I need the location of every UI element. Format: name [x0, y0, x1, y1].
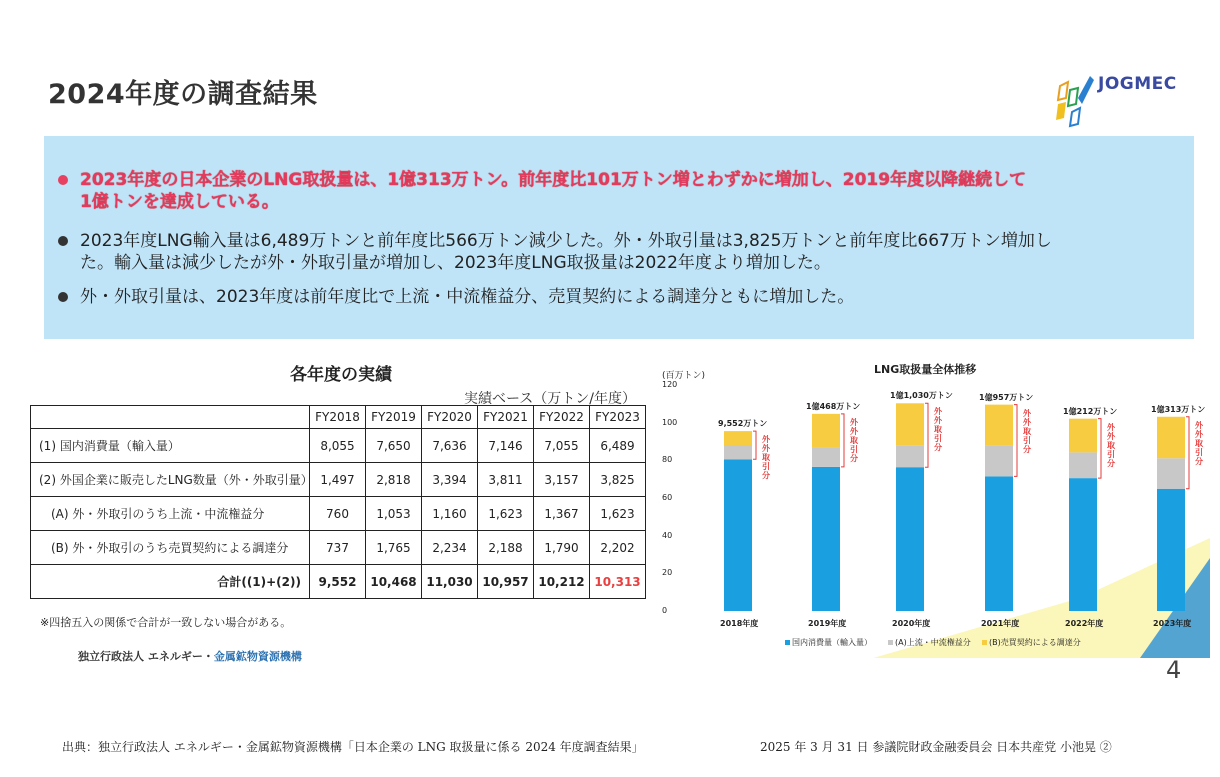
bar-segment [896, 445, 924, 467]
row-label: (2) 外国企業に販売したLNG数量（外・外取引量） [31, 463, 310, 497]
legend-label: (A)上流・中流権益分 [895, 638, 971, 647]
cell: 7,650 [366, 429, 422, 463]
bar-segment [1157, 458, 1185, 489]
bracket-label: 外外取引分 [1195, 420, 1203, 466]
y-tick-label: 0 [662, 606, 668, 615]
bracket-label: 外外取引分 [1023, 408, 1031, 454]
table-footnote: ※四捨五入の関係で合計が一致しない場合がある。 [40, 616, 292, 629]
x-tick-label: 2022年度 [1065, 619, 1104, 628]
results-table [30, 405, 646, 599]
cell: 8,055 [310, 429, 366, 463]
bracket-label: 外外取引分 [850, 417, 858, 463]
cell: 1,497 [310, 463, 366, 497]
cell: 737 [310, 531, 366, 565]
bar-segment [985, 476, 1013, 611]
total-cell: 10,212 [534, 565, 590, 599]
bracket-mark [1098, 419, 1101, 478]
bracket-mark [753, 431, 756, 459]
table-header: FY2023 [590, 406, 646, 429]
table-header-row [31, 406, 646, 429]
legend-swatch [888, 640, 893, 645]
row-label: (A) 外・外取引のうち上流・中流権益分 [51, 507, 265, 521]
bar-segment [724, 459, 752, 611]
cell: 760 [310, 497, 366, 531]
bar-segment [1069, 478, 1097, 611]
logo-text: JOGMEC [1098, 74, 1177, 94]
bar-segment [985, 446, 1013, 477]
legend-label: 国内消費量（輸入量） [792, 638, 872, 647]
bar-total-label: 1億468万トン [806, 401, 861, 411]
x-tick-label: 2018年度 [720, 619, 759, 628]
legend-item-2 [982, 637, 1081, 648]
bar-segment [812, 447, 840, 467]
total-cell: 9,552 [310, 565, 366, 599]
table-header: FY2020 [422, 406, 478, 429]
bar-segment [896, 467, 924, 611]
total-cell: 11,030 [422, 565, 478, 599]
row-label: (1) 国内消費量（輸入量） [31, 429, 310, 463]
row-label: (B) 外・外取引のうち売買契約による調達分 [51, 541, 289, 555]
slide [20, 28, 1210, 688]
page-number: 4 [1166, 656, 1182, 684]
table-header: FY2021 [478, 406, 534, 429]
bar-segment [724, 431, 752, 445]
cell: 1,053 [366, 497, 422, 531]
legend-swatch [785, 640, 790, 645]
chart-svg [660, 358, 1210, 658]
cell: 2,202 [590, 531, 646, 565]
bar-segment [1157, 489, 1185, 611]
x-tick-label: 2019年度 [808, 619, 847, 628]
bar-segment [1069, 452, 1097, 478]
table-title: 各年度の実績 [290, 365, 392, 385]
x-tick-label: 2020年度 [892, 619, 931, 628]
y-tick-label: 120 [662, 380, 678, 389]
table-header: FY2019 [366, 406, 422, 429]
legend-item-1 [888, 637, 971, 648]
cell: 2,818 [366, 463, 422, 497]
cell: 6,489 [590, 429, 646, 463]
bar-total-label: 9,552万トン [718, 419, 768, 429]
bracket-label: 外外取引分 [934, 407, 942, 453]
bar-segment [896, 403, 924, 445]
chart-title: LNG取扱量全体推移 [874, 363, 977, 376]
cell: 7,636 [422, 429, 478, 463]
bar-segment [1069, 419, 1097, 453]
total-cell-highlight: 10,313 [590, 565, 646, 599]
legend-swatch [982, 640, 987, 645]
bullet-dot-icon [58, 292, 68, 302]
y-axis-label: (百万トン) [662, 371, 706, 381]
page-title: 2024年度の調査結果 [48, 79, 318, 110]
bracket-label: 外外取引分 [1107, 422, 1115, 468]
bullet-1-line1: 2023年度の日本企業のLNG取扱量は、1億313万トン。前年度比101万トン増とわずかに増加し、2019年度以降継続して [80, 170, 1027, 190]
x-tick-label: 2021年度 [981, 619, 1020, 628]
y-tick-label: 60 [662, 493, 673, 502]
source-citation: 出典：独立行政法人 エネルギー・金属鉱物資源機構「日本企業の LNG 取扱量に係る 2024 年度調査結果」 [62, 740, 644, 754]
jogmec-logo [1050, 68, 1190, 128]
org-name-part2: 金属鉱物資源機構 [213, 650, 302, 663]
bracket-mark [925, 403, 928, 467]
bullet-dot-icon [58, 175, 68, 185]
summary-box [44, 136, 1194, 339]
cell: 2,188 [478, 531, 534, 565]
total-label: 合計((1)+(2)) [31, 565, 310, 599]
cell: 1,160 [422, 497, 478, 531]
bullet-2-line1: 2023年度LNG輸入量は6,489万トンと前年度比566万トン減少した。外・外取引量は3,825万トンと前年度比667万トン増加し [80, 231, 1052, 251]
row-label-indented [31, 531, 310, 565]
table-unit: 実績ベース（万トン/年度） [464, 391, 637, 407]
cell: 1,367 [534, 497, 590, 531]
legend-item-0 [785, 637, 872, 648]
date-caption: 2025 年 3 月 31 日 参議院財政金融委員会 日本共産党 小池晃 ② [760, 740, 1112, 754]
org-name-part1: 独立行政法人 エネルギー・ [78, 650, 214, 663]
cell: 1,623 [478, 497, 534, 531]
cell: 7,146 [478, 429, 534, 463]
table-row [31, 463, 646, 497]
total-cell: 10,468 [366, 565, 422, 599]
bar-total-label: 1億1,030万トン [890, 391, 953, 401]
table-total-row [31, 565, 646, 599]
table-row [31, 531, 646, 565]
bar-segment [985, 405, 1013, 446]
table-corner [31, 406, 310, 429]
table-row [31, 497, 646, 531]
y-tick-label: 20 [662, 568, 673, 578]
logo-mark-icon [1050, 68, 1098, 128]
cell: 3,825 [590, 463, 646, 497]
table-row [31, 429, 646, 463]
bracket-mark [1014, 405, 1017, 477]
bullet-dot-icon [58, 236, 68, 246]
bar-total-label: 1億313万トン [1151, 404, 1206, 414]
bar-segment [812, 414, 840, 447]
cell: 3,811 [478, 463, 534, 497]
cell: 3,157 [534, 463, 590, 497]
table-header: FY2022 [534, 406, 590, 429]
cell: 1,790 [534, 531, 590, 565]
row-label-indented [31, 497, 310, 531]
total-cell: 10,957 [478, 565, 534, 599]
table-header: FY2018 [310, 406, 366, 429]
bullet-1-line2: 1億トンを達成している。 [80, 192, 279, 212]
bar-total-label: 1億957万トン [979, 392, 1034, 402]
legend-label: (B)売買契約による調達分 [989, 638, 1081, 647]
cell: 1,765 [366, 531, 422, 565]
bracket-mark [841, 414, 844, 467]
bracket-label: 外外取引分 [762, 435, 770, 481]
bullet-2-line2: た。輸入量は減少したが外・外取引量が増加し、2023年度LNG取扱量は2022年度より増加した。 [80, 253, 831, 273]
bar-segment [1157, 417, 1185, 458]
bar-segment [812, 467, 840, 611]
x-tick-label: 2023年度 [1153, 619, 1192, 628]
bar-segment [724, 445, 752, 459]
y-tick-label: 100 [662, 417, 678, 427]
cell: 1,623 [590, 497, 646, 531]
org-name [78, 648, 302, 664]
bracket-mark [1186, 417, 1189, 489]
bullet-3-line1: 外・外取引量は、2023年度は前年度比で上流・中流権益分、売買契約による調達分ともに増加した。 [80, 287, 855, 307]
y-tick-label: 40 [662, 530, 673, 540]
cell: 2,234 [422, 531, 478, 565]
y-tick-label: 80 [662, 455, 673, 465]
bar-total-label: 1億212万トン [1063, 406, 1118, 416]
cell: 7,055 [534, 429, 590, 463]
cell: 3,394 [422, 463, 478, 497]
